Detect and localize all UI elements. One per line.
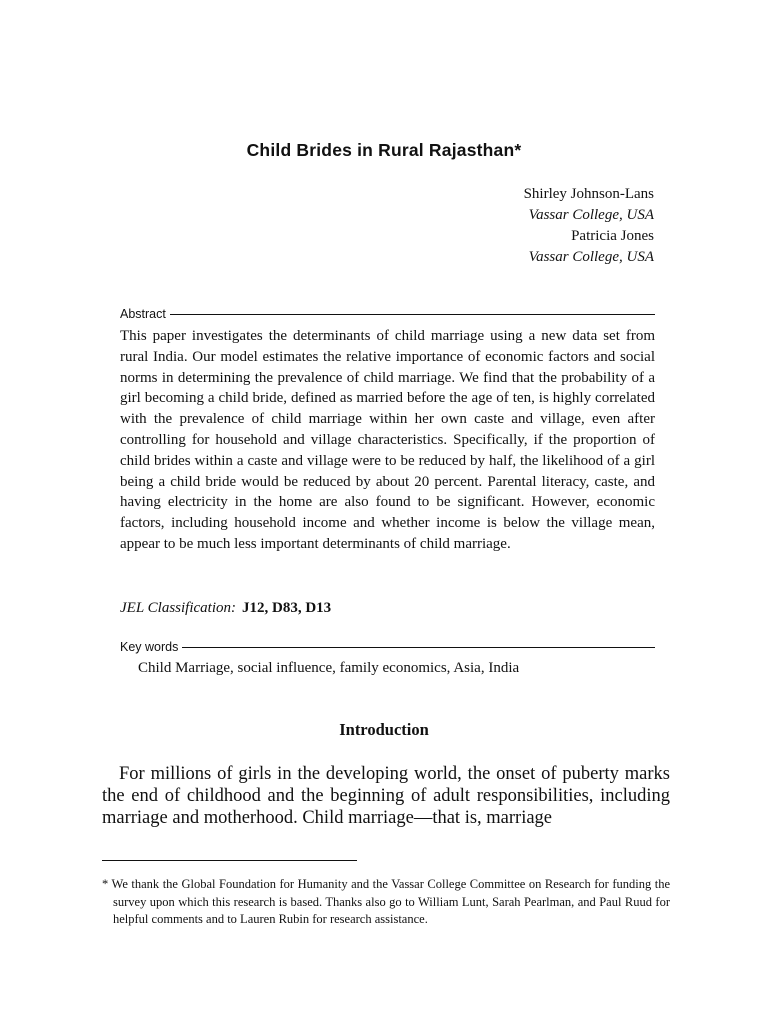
paper-title: Child Brides in Rural Rajasthan* <box>246 140 522 160</box>
abstract-text: This paper investigates the determinants of child marriage using a new data set from rural India. Our model estimates the relative importance of economic factors and social norms in determining the prevalence of child marriage. We find that the probability of a girl becoming a child bride, defined as married before the age of ten, is highly correlated with the prevalence of child marriage within her own caste and village, even after controlling for household and village characteristics. Specifically, if the proportion of child brides within a caste and village were to be reduced by half, the likelihood of a girl being a child bride would be reduced by about 20 percent. Parental literacy, caste, and having electricity in the home are also found to be significant. However, economic factors, including household income and whether income is below the village mean, appear to be much less important determinants of child marriage. <box>120 328 655 552</box>
author-affiliation: Vassar College, USA <box>528 207 654 223</box>
footnote-text: * We thank the Global Foundation for Humanity and the Vassar College Committee on Research for funding the survey upon which this research is based. Thanks also go to William Lunt, Sarah Pearlman, and Paul Ruud for helpful comments and to Lauren Rubin for research assistance. <box>102 877 670 926</box>
jel-codes: J12, D83, D13 <box>241 600 332 616</box>
abstract-label: Abstract <box>120 307 166 321</box>
author-block <box>524 184 654 268</box>
abstract-rule <box>170 314 655 315</box>
keywords-text: Child Marriage, social influence, family economics, Asia, India <box>138 660 520 676</box>
keywords-header <box>120 640 655 654</box>
jel-classification <box>120 600 331 617</box>
author-affiliation: Vassar College, USA <box>528 249 654 265</box>
introduction-text: For millions of girls in the developing world, the onset of puberty marks the end of childhood and the beginning of adult responsibilities, including marriage and motherhood. Child marriage—that is, marriage <box>102 764 670 828</box>
keywords-label: Key words <box>120 640 179 654</box>
abstract-header <box>120 307 655 321</box>
author-name: Shirley Johnson-Lans <box>523 186 654 202</box>
jel-label: JEL Classification: <box>120 600 236 616</box>
footnote-rule <box>102 860 357 861</box>
author-name: Patricia Jones <box>571 228 654 244</box>
introduction-heading: Introduction <box>339 720 429 739</box>
keywords-rule <box>182 647 655 648</box>
